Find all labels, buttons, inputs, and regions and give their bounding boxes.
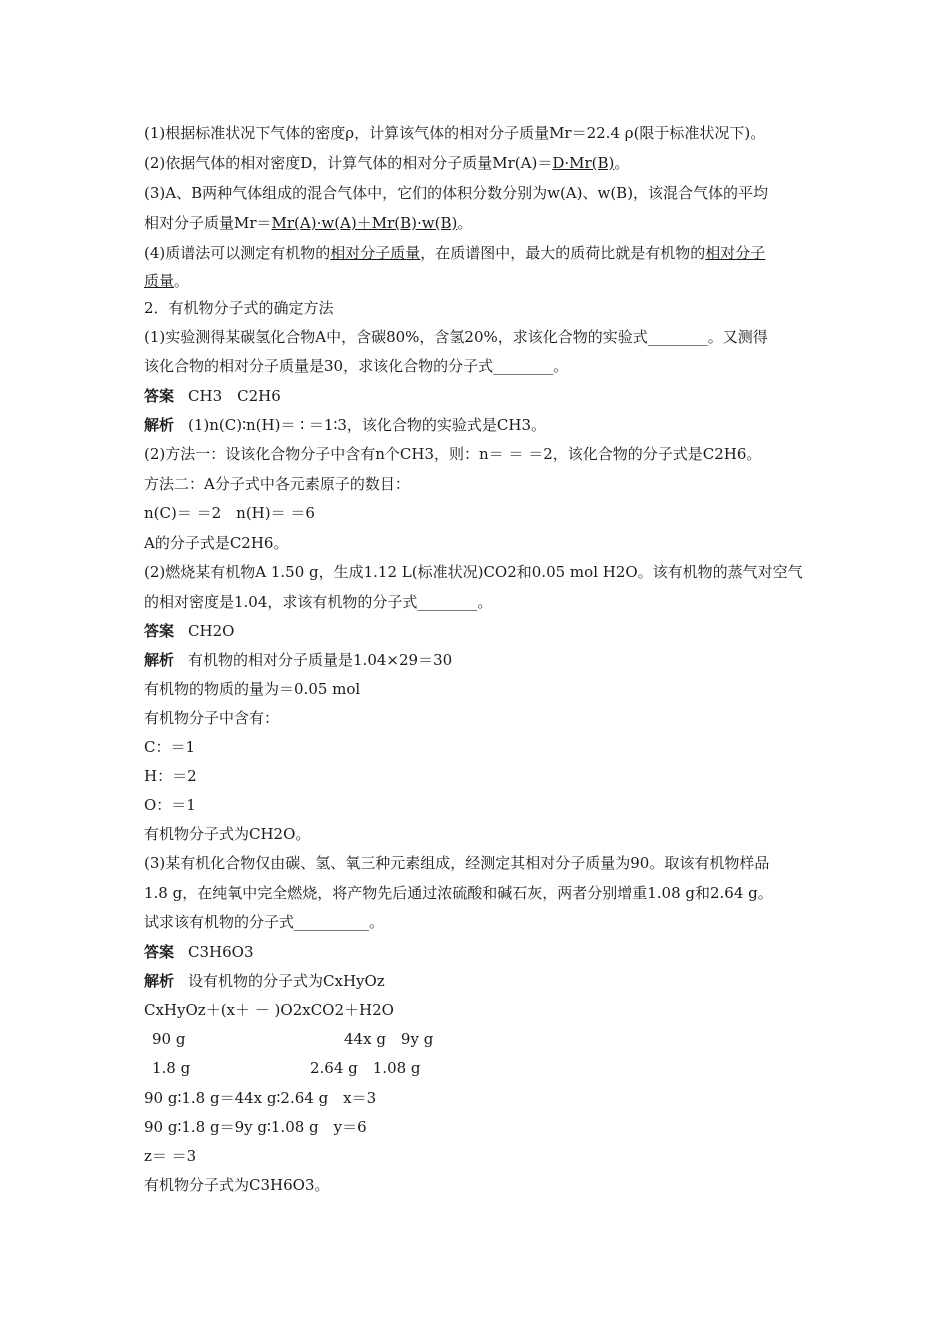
text: 2.64 g 1.08 g [310, 1059, 421, 1077]
text: 该化合物的相对分子质量是30，求该化合物的分子式________。 [144, 357, 569, 375]
explanation-line [144, 795, 814, 815]
equation-line [144, 1117, 814, 1137]
text: 90 g∶1.8 g＝9y g∶1.08 g y＝6 [144, 1118, 367, 1136]
text: 的相对密度是1.04，求该有机物的分子式________。 [144, 593, 493, 611]
text-line [144, 123, 814, 143]
text: 。 [457, 214, 473, 232]
explanation-line [144, 1175, 814, 1195]
text: z＝ ＝3 [144, 1147, 197, 1165]
text: 90 g [152, 1030, 186, 1048]
text: 有机物分子式为C3H6O3。 [144, 1176, 330, 1194]
underlined-answer: 相对分子 [705, 244, 766, 262]
explanation-line [144, 415, 814, 435]
text: O：＝1 [144, 796, 196, 814]
text: (1)根据标准状况下气体的密度ρ，计算该气体的相对分子质量Mr＝22.4 ρ(限于标准状况下)。 [144, 124, 766, 142]
question-line [144, 562, 814, 582]
text-line [144, 183, 814, 203]
text: 90 g∶1.8 g＝44x g∶2.64 g x＝3 [144, 1089, 377, 1107]
text-line [144, 243, 814, 263]
text: A的分子式是C2H6。 [144, 534, 289, 552]
text: H：＝2 [144, 767, 197, 785]
text-line [144, 271, 814, 291]
text: 方法二：A分子式中各元素原子的数目： [144, 475, 410, 493]
text: (3)某有机化合物仅由碳、氢、氧三种元素组成，经测定其相对分子质量为90。取该有机物样品 [144, 854, 770, 872]
text: 有机物的相对分子质量是1.04×29＝30 [188, 651, 453, 669]
text: 2．有机物分子式的确定方法 [144, 299, 334, 317]
answer-text: CH2O [188, 622, 235, 640]
answer-label: 答案 [144, 622, 175, 640]
explanation-line [144, 679, 814, 699]
text: 相对分子质量Mr＝ [144, 214, 272, 232]
text: 有机物的物质的量为＝0.05 mol [144, 680, 361, 698]
answer-label: 答案 [144, 943, 175, 961]
explanation-line [144, 766, 814, 786]
underlined-answer: 质量 [144, 272, 175, 290]
text: 44x g 9y g [344, 1030, 434, 1048]
text: CxHyOz＋(x＋ － )O2xCO2＋H2O [144, 1001, 394, 1019]
answer-line [144, 621, 814, 641]
text-line [144, 213, 814, 233]
text: (3)A、B两种气体组成的混合气体中，它们的体积分数分别为w(A)、w(B)，该混合气体的平均 [144, 184, 769, 202]
text: C：＝1 [144, 738, 196, 756]
text: ，在质谱图中，最大的质荷比就是有机物的 [420, 244, 706, 262]
answer-text: CH3 C2H6 [188, 387, 281, 405]
text: (2)方法一：设该化合物分子中含有n个CH3，则：n＝ ＝ ＝2，该化合物的分子式是C2H6。 [144, 445, 762, 463]
text: 设有机物的分子式为CxHyOz [188, 972, 385, 990]
text: 。 [614, 154, 630, 172]
question-line [144, 912, 814, 932]
text: n(C)＝ ＝2 n(H)＝ ＝6 [144, 504, 315, 522]
text: 有机物分子中含有： [144, 709, 280, 727]
text: 有机物分子式为CH2O。 [144, 825, 311, 843]
explanation-line [144, 474, 814, 494]
question-line [144, 883, 814, 903]
text-line [144, 153, 814, 173]
explanation-label: 解析 [144, 651, 175, 669]
explanation-line [144, 650, 814, 670]
text: 试求该有机物的分子式__________。 [144, 913, 385, 931]
underlined-answer: D·Mr(B) [552, 154, 615, 172]
equation-line [144, 1000, 814, 1020]
question-line [144, 592, 814, 612]
section-title [144, 298, 814, 318]
text: (2)依据气体的相对密度D，计算气体的相对分子质量Mr(A)＝ [144, 154, 553, 172]
answer-line [144, 942, 814, 962]
text: 1.8 g，在纯氧中完全燃烧，将产物先后通过浓硫酸和碱石灰，两者分别增重1.08 g和2.64 g。 [144, 884, 773, 902]
question-line [144, 356, 814, 376]
text: 1.8 g [152, 1059, 191, 1077]
explanation-line [144, 444, 814, 464]
answer-text: C3H6O3 [188, 943, 254, 961]
question-line [144, 853, 814, 873]
text: (2)燃烧某有机物A 1.50 g，生成1.12 L(标准状况)CO2和0.05 mol H2O。该有机物的蒸气对空气 [144, 563, 803, 581]
text: (1)实验测得某碳氢化合物A中，含碳80%，含氢20%，求该化合物的实验式________。又测得 [144, 328, 768, 346]
answer-line [144, 386, 814, 406]
explanation-line [144, 533, 814, 553]
text: (4)质谱法可以测定有机物的 [144, 244, 331, 262]
explanation-label: 解析 [144, 972, 175, 990]
underlined-answer: Mr(A)·w(A)＋Mr(B)·w(B) [271, 214, 458, 232]
equation-line [144, 1088, 814, 1108]
explanation-line [144, 824, 814, 844]
underlined-answer: 相对分子质量 [330, 244, 421, 262]
explanation-label: 解析 [144, 416, 175, 434]
explanation-line [144, 708, 814, 728]
explanation-line [144, 737, 814, 757]
explanation-line [144, 971, 814, 991]
text: (1)n(C)∶n(H)＝ ∶ ＝1∶3，该化合物的实验式是CH3。 [188, 416, 546, 434]
answer-label: 答案 [144, 387, 175, 405]
equation-line [144, 1146, 814, 1166]
text: 。 [174, 272, 190, 290]
question-line [144, 327, 814, 347]
explanation-line [144, 503, 814, 523]
